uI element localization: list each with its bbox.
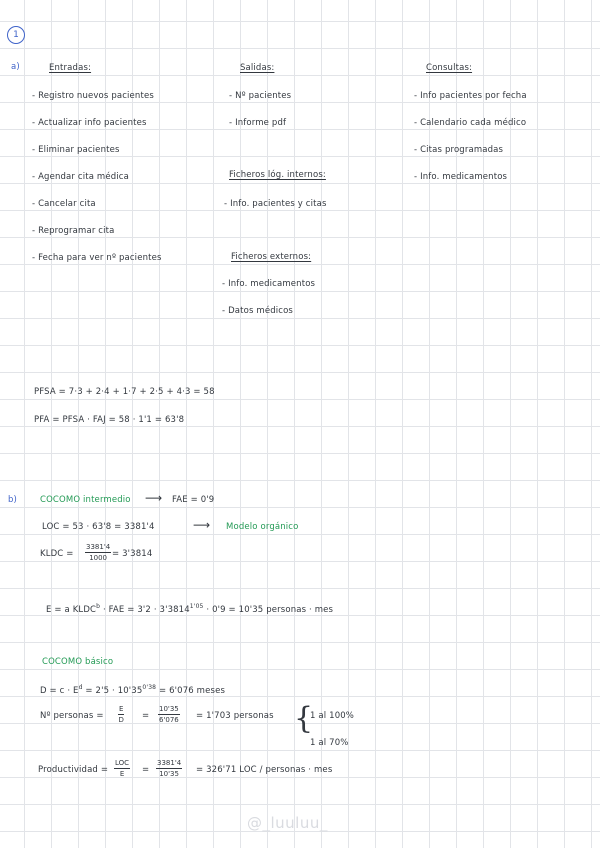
productividad-label: Productividad =	[38, 765, 109, 775]
fraction-denominator: 1000	[89, 554, 108, 562]
part-b-label: b)	[8, 495, 18, 505]
duration-exponent: d	[78, 684, 83, 691]
loc-equation: LOC = 53 · 63'8 = 3381'4	[42, 522, 155, 532]
fraction-denominator: D	[118, 716, 124, 724]
personas-result: = 1'703 personas	[196, 711, 274, 721]
fraction-numerator: 3381'4	[157, 759, 182, 767]
equals-sign: =	[142, 711, 150, 721]
consultas-item: - Citas programadas	[414, 145, 504, 155]
ficheros-externos-item: - Info. medicamentos	[222, 279, 316, 289]
salidas-item: - Informe pdf	[229, 118, 287, 128]
consultas-item: - Info pacientes por fecha	[414, 91, 527, 101]
entradas-item: - Cancelar cita	[32, 199, 96, 209]
effort-exponent-value: 1'05	[189, 603, 204, 610]
duration-equation	[40, 684, 225, 696]
duration-middle: = 2'5 · 10'35	[85, 685, 143, 696]
entradas-item: - Eliminar pacientes	[32, 145, 120, 155]
fraction-denominator: E	[119, 770, 125, 778]
pfa-equation: PFA = PFSA · FAJ = 58 · 1'1 = 63'8	[34, 415, 185, 425]
personas-case-2: 1 al 70%	[310, 738, 349, 748]
kldc-label: KLDC =	[40, 549, 74, 559]
pfsa-equation: PFSA = 7·3 + 2·4 + 1·7 + 2·5 + 4·3 = 58	[34, 387, 215, 397]
entradas-item: - Fecha para ver nº pacientes	[32, 253, 162, 263]
brace-icon: {	[294, 701, 314, 736]
personas-case-1: 1 al 100%	[310, 711, 355, 721]
ficheros-internos-title: Ficheros lóg. internos:	[229, 170, 326, 180]
personas-fraction-symbolic	[118, 705, 124, 724]
productividad-fraction-values	[156, 759, 182, 778]
modelo-organico-label: Modelo orgánico	[226, 522, 299, 532]
fraction-numerator: LOC	[115, 759, 130, 767]
fraction-denominator: 10'35	[159, 770, 179, 778]
entradas-title: Entradas:	[49, 63, 92, 73]
productividad-result: = 326'71 LOC / personas · mes	[196, 765, 333, 775]
cocomo-basico-heading: COCOMO básico	[42, 657, 114, 667]
consultas-title: Consultas:	[426, 63, 473, 73]
cocomo-intermedio-heading: COCOMO intermedio	[40, 495, 131, 505]
fraction-numerator: 10'35	[159, 705, 179, 713]
duration-lhs: D = c · E	[40, 685, 79, 696]
consultas-item: - Calendario cada médico	[414, 118, 527, 128]
fae-equation: FAE = 0'9	[172, 495, 215, 505]
ficheros-externos-item: - Datos médicos	[222, 306, 294, 316]
kldc-fraction	[85, 543, 111, 562]
fraction-numerator: E	[119, 705, 124, 713]
personas-fraction-values	[158, 705, 180, 724]
entradas-item: - Reprogramar cita	[32, 226, 115, 236]
entradas-item: - Actualizar info pacientes	[32, 118, 147, 128]
arrow-icon: ⟶	[145, 491, 163, 505]
salidas-title: Salidas:	[240, 63, 275, 73]
entradas-item: - Agendar cita médica	[32, 172, 129, 182]
personas-label: Nº personas =	[40, 711, 104, 721]
equals-sign: =	[142, 765, 150, 775]
fraction-numerator: 3381'4	[86, 543, 111, 551]
effort-equation	[46, 603, 333, 615]
consultas-item: - Info. medicamentos	[414, 172, 508, 182]
effort-result: · 0'9 = 10'35 personas · mes	[206, 604, 334, 615]
duration-result: = 6'076 meses	[158, 685, 226, 696]
kldc-result: = 3'3814	[112, 549, 153, 559]
effort-exponent: b	[96, 603, 101, 610]
entradas-item: - Registro nuevos pacientes	[32, 91, 154, 101]
ficheros-externos-title: Ficheros externos:	[231, 252, 312, 262]
effort-lhs: E = a KLDC	[46, 604, 97, 615]
effort-middle: · FAE = 3'2 · 3'3814	[102, 604, 190, 615]
duration-exponent-value: 0'38	[142, 684, 157, 691]
salidas-item: - Nº pacientes	[229, 91, 292, 101]
arrow-icon: ⟶	[193, 518, 211, 532]
watermark: @_luuluu_	[247, 814, 328, 832]
exercise-number: 1	[7, 26, 25, 44]
ficheros-internos-item: - Info. pacientes y citas	[224, 199, 327, 209]
productividad-fraction-symbolic	[114, 759, 130, 778]
fraction-denominator: 6'076	[159, 716, 179, 724]
part-a-label: a)	[11, 62, 20, 72]
